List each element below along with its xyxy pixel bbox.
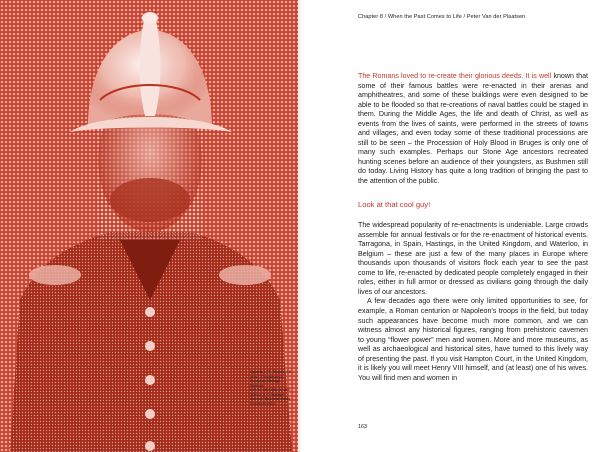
left-page — [0, 0, 298, 452]
paragraph-decades: A few decades ago there were only limited opportunities to see, for example, a Roman centurion or Napoleon's troops in the field, but today such appearances have become much more common, and we can witness almost any historical figures, ranging from prehistoric cavemen to young “flower power” men and women. More and more museums, as well as archaeological and historical sites, have turned to this lively way of presenting the past. If you visit Hampton Court, in the United Kingdom, it is likely you will meet Henry VIII himself, and (at least) one of his wives. You will find men and women in — [358, 297, 588, 382]
caption-line: DOI 10.1007/800-00-000- — [250, 388, 291, 392]
paragraph-text: known that some of their famous battles were re-enacted in their arenas and amphitheatres, and some of these buildings were even designed to be able to be flooded so that re-creations of naval battles could be staged in them. During the Middle Ages, the life and death of Christ, as well as events from the lives of saints, were performed in the streets of towns and villages, and even today some of these traditional processions are still to be seen – the Procession of Holy Blood in Bruges is only one of many such examples. Perhaps our Stone Age ancestors recreated hunting scenes before an audience of their youngsters, as Bushmen still do today. Living History has quite a long tradition of bringing the past to the attention of the public. — [358, 72, 588, 186]
running-head: Chapter 8 / When the Past Comes to Life / Peter Van der Plaatsen — [358, 14, 526, 20]
caption-line: Egberts, L.R., Bosma, J.E. — [250, 370, 293, 374]
section-heading: Look at that cool guy! — [358, 199, 431, 209]
right-page — [302, 0, 600, 452]
paragraph-reenactments: The widespread popularity of re-enactments is undeniable. Large crowds assemble for annual festivals or for the re-enactment of historical events. Tarragona, in Spain, Hastings, in the United Kingdom, and Waterloo, in Belgium – these are just a few of the many places in Europe where thousands upon thousands of visitors flock each year to see the past come to life, re-enacted by dedicated people completely engaged in their roles, either in full armor or dressed as civilians going through the daily lives of our ancestors. — [358, 221, 588, 296]
caption-line: Science+Business Media — [250, 397, 291, 401]
image-caption — [250, 370, 294, 406]
lead-in-text: The Romans loved to re-create their glorious deeds. It is well — [358, 72, 552, 80]
caption-line: Dordrecht 2014 — [250, 401, 275, 406]
page-number: 163 — [358, 424, 367, 430]
caption-line: 0000-0_0, © Springer — [250, 392, 285, 397]
caption-line: (eds.), Companion to — [250, 374, 284, 379]
caption-line: European Heritage Revivals — [250, 379, 281, 388]
paragraph-intro — [358, 72, 588, 187]
body-text — [358, 72, 588, 383]
